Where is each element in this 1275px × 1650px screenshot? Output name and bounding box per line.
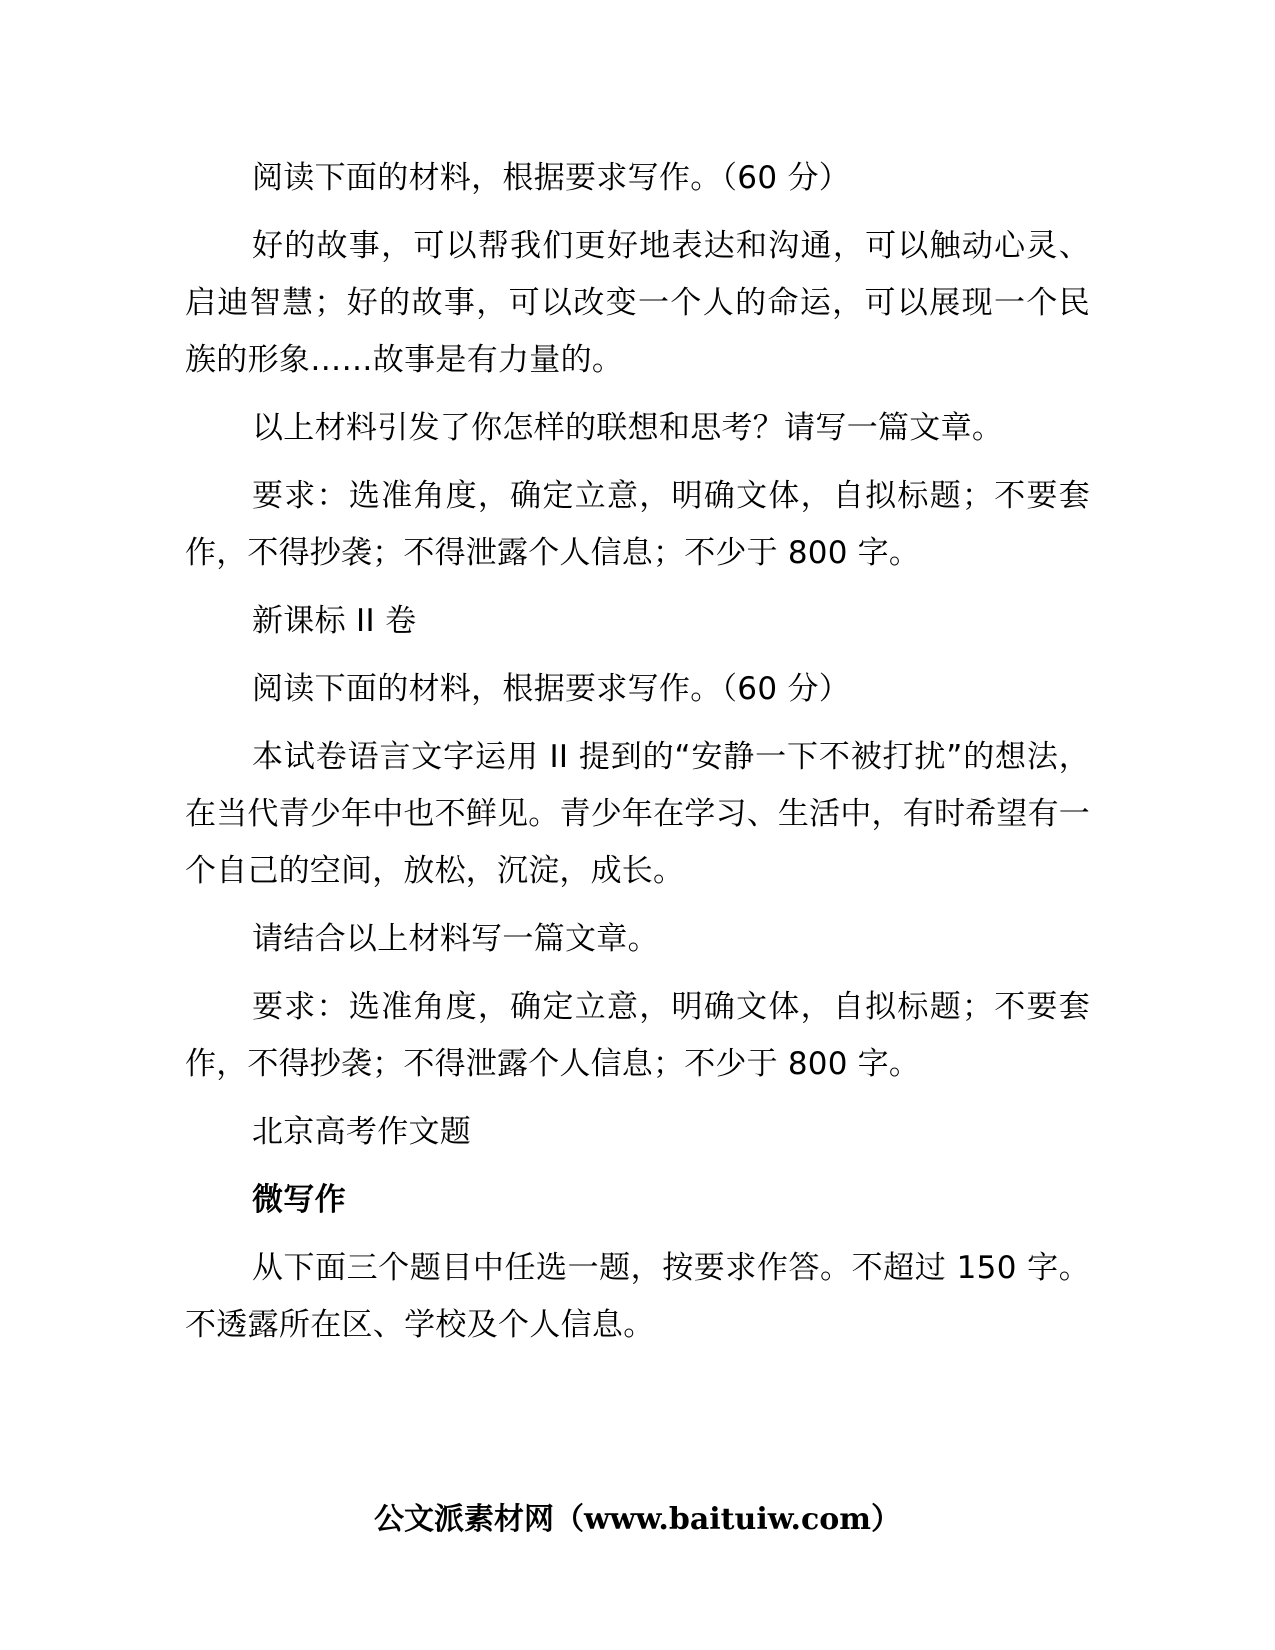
paragraph-quiet-space-material: 本试卷语言文字运用 II 提到的“安静一下不被打扰”的想法，在当代青少年中也不鲜见。青少年在学习、生活中，有时希望有一个自己的空间，放松，沉淀，成长。 <box>185 739 1090 889</box>
paragraph-requirements-1: 要求：选准角度，确定立意，明确文体，自拟标题；不要套作，不得抄袭；不得泄露个人信息；不少于 800 字。 <box>185 478 1090 571</box>
section-heading-new-curriculum-ii: 新课标 II 卷 <box>252 603 417 639</box>
footer-watermark: 公文派素材网（www.baituiw.com） <box>373 1502 902 1537</box>
section-heading-beijing: 北京高考作文题 <box>252 1114 472 1150</box>
paragraph-prompt-2: 请结合以上材料写一篇文章。 <box>252 921 659 957</box>
paragraph-instruction-1: 阅读下面的材料，根据要求写作。（60 分） <box>252 160 851 196</box>
document-body <box>185 150 1090 1365</box>
paragraph-prompt-1: 以上材料引发了你怎样的联想和思考？请写一篇文章。 <box>252 410 1004 446</box>
paragraph-story-material: 好的故事，可以帮我们更好地表达和沟通，可以触动心灵、启迪智慧；好的故事，可以改变一个人的命运，可以展现一个民族的形象……故事是有力量的。 <box>185 228 1090 378</box>
paragraph-requirements-2: 要求：选准角度，确定立意，明确文体，自拟标题；不要套作，不得抄袭；不得泄露个人信息；不少于 800 字。 <box>185 989 1090 1082</box>
section-heading-micro-writing: 微写作 <box>252 1182 346 1218</box>
paragraph-instruction-2: 阅读下面的材料，根据要求写作。（60 分） <box>252 671 851 707</box>
paragraph-micro-writing-instruction: 从下面三个题目中任选一题，按要求作答。不超过 150 字。不透露所在区、学校及个人信息。 <box>185 1250 1090 1343</box>
